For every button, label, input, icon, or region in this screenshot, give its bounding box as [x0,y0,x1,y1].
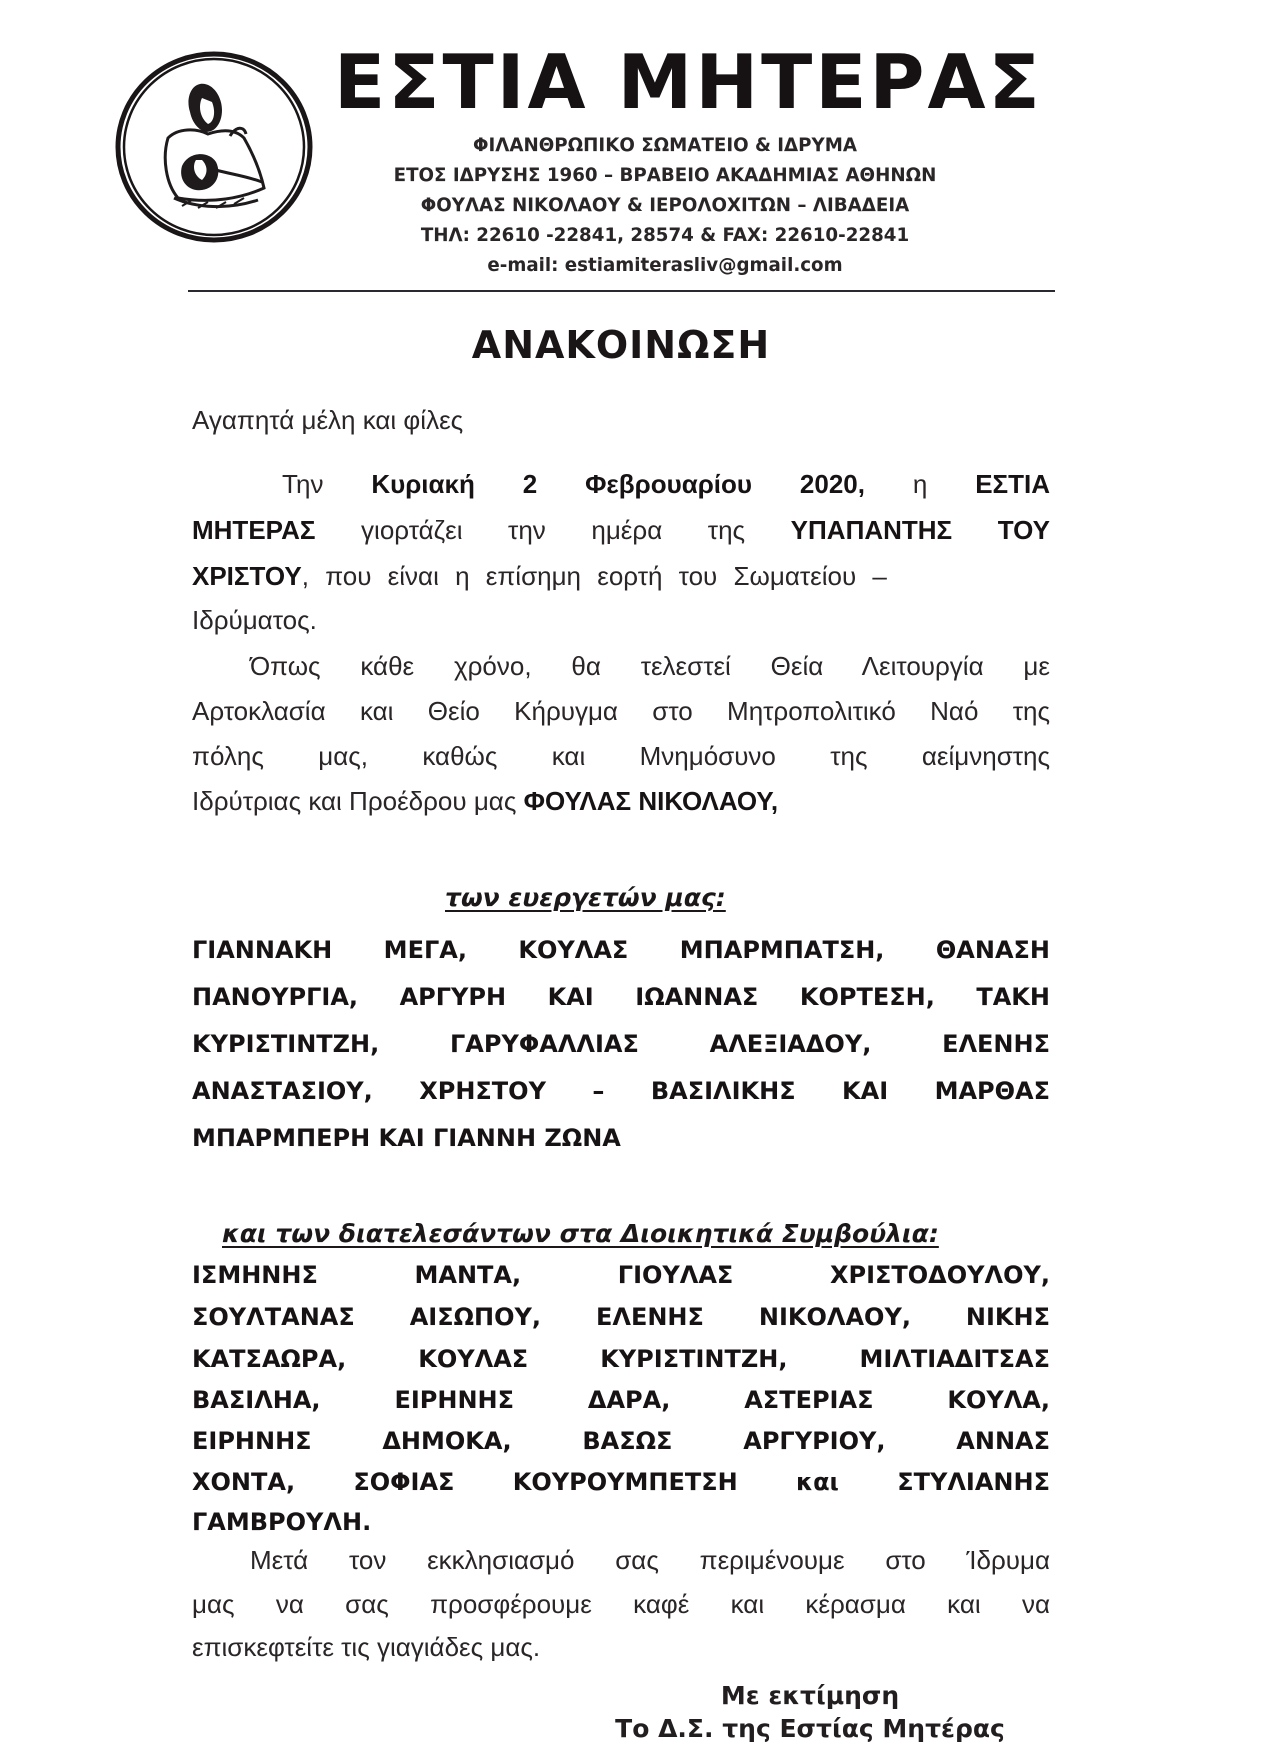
mother-and-child-seal-icon [112,48,316,246]
event-date: Κυριακή 2 Φεβρουαρίου 2020, [371,469,865,499]
board-names: ΣΤΥΛΙΑΝΗΣ [897,1468,1050,1496]
org-phone-line: ΤΗΛ: 22610 -22841, 28574 & FAX: 22610-22841 [420,224,910,246]
para2-line3: πόλης μας, καθώς και Μνημόσυνο της αείμνηστης [192,741,1050,771]
org-type-line: ΦΙΛΑΝΘΡΩΠΙΚΟ ΣΩΜΑΤΕΙΟ & ΙΔΡΥΜΑ [473,134,857,156]
para1-line3 [192,556,1050,596]
benefactors-line: ΜΠΑΡΜΠΕΡΗ ΚΑΙ ΓΙΑΝΝΗ ΖΩΝΑ [192,1124,621,1152]
para1-line4: Ιδρύματος. [192,605,317,635]
greeting: Αγαπητά μέλη και φίλες [192,405,464,435]
para2-text: Ιδρύτριας και Προέδρου μας [192,786,517,816]
org-address-line: ΦΟΥΛΑΣ ΝΙΚΟΛΑΟΥ & ΙΕΡΟΛΟΧΙΤΩΝ – ΛΙΒΑΔΕΙΑ [420,194,910,216]
para1-line1 [192,464,1050,504]
signoff: Με εκτίμηση [720,1681,900,1710]
para2-line4 [192,781,1050,821]
feast-name: ΥΠΑΠΑΝΤΗΣ ΤΟΥ [790,515,1050,545]
board-heading: και των διατελεσάντων στα Διοικητικά Συμβούλια: [222,1219,939,1248]
para1-text: Την [282,469,324,499]
board-line [192,1462,1050,1502]
closing-line1: Μετά τον εκκλησιασμό σας περιμένουμε στο Ίδρυμα [250,1545,1050,1575]
para1-text: , που είναι η επίσημη εορτή του Σωματείου – [301,561,887,591]
board-line: ΕΙΡΗΝΗΣ ΔΗΜΟΚΑ, ΒΑΣΩΣ ΑΡΓΥΡΙΟΥ, ΑΝΝΑΣ [192,1427,1050,1455]
organization-logo [112,48,316,246]
founder-name: ΦΟΥΛΑΣ ΝΙΚΟΛΑΟΥ, [523,786,779,816]
org-email-line: e-mail: estiamiterasliv@gmail.com [487,254,843,276]
org-name-bold: ΕΣΤΙΑ [975,469,1051,499]
organization-name: ΕΣΤΙΑ ΜΗΤΕΡΑΣ [334,38,1043,126]
para1-text: γιορτάζει την ημέρα της [361,515,746,545]
board-line: ΒΑΣΙΛΗΑ, ΕΙΡΗΝΗΣ ΔΑΡΑ, ΑΣΤΕΡΙΑΣ ΚΟΥΛΑ, [192,1386,1050,1414]
para2-line1: Όπως κάθε χρόνο, θα τελεστεί Θεία Λειτουργία με [250,651,1050,681]
signature: Το Δ.Σ. της Εστίας Μητέρας [615,1714,1005,1743]
board-line: ΓΑΜΒΡΟΥΛΗ. [192,1508,372,1536]
para2-line2: Αρτοκλασία και Θείο Κήρυγμα στο Μητροπολιτικό Ναό της [192,696,1050,726]
benefactors-line: ΚΥΡΙΣΤΙΝΤΖΗ, ΓΑΡΥΦΑΛΛΙΑΣ ΑΛΕΞΙΑΔΟΥ, ΕΛΕΝΗΣ [192,1030,1050,1058]
benefactors-heading: των ευεργετών μας: [445,883,726,912]
benefactors-line: ΠΑΝΟΥΡΓΙΑ, ΑΡΓΥΡΗ ΚΑΙ ΙΩΑΝΝΑΣ ΚΟΡΤΕΣΗ, ΤΑΚΗ [192,983,1050,1011]
para1-text: η [912,469,928,499]
board-names: ΧΟΝΤΑ, ΣΟΦΙΑΣ ΚΟΥΡΟΥΜΠΕΤΣΗ [192,1468,738,1496]
benefactors-line: ΑΝΑΣΤΑΣΙΟΥ, ΧΡΗΣΤΟΥ – ΒΑΣΙΛΙΚΗΣ ΚΑΙ ΜΑΡΘΑΣ [192,1077,1050,1105]
board-line: ΙΣΜΗΝΗΣ ΜΑΝΤΑ, ΓΙΟΥΛΑΣ ΧΡΙΣΤΟΔΟΥΛΟΥ, [192,1261,1050,1289]
header-divider [188,290,1055,292]
org-name-bold: ΜΗΤΕΡΑΣ [192,515,316,545]
feast-name: ΧΡΙΣΤΟΥ [192,561,302,591]
board-line: ΣΟΥΛΤΑΝΑΣ ΑΙΣΩΠΟΥ, ΕΛΕΝΗΣ ΝΙΚΟΛΑΟΥ, ΝΙΚΗΣ [192,1303,1050,1331]
closing-line3: επισκεφτείτε τις γιαγιάδες μας. [192,1632,541,1662]
board-conjunction: και [796,1468,839,1496]
org-founding-line: ΕΤΟΣ ΙΔΡΥΣΗΣ 1960 – ΒΡΑΒΕΙΟ ΑΚΑΔΗΜΙΑΣ ΑΘΗΝΩΝ [393,164,937,186]
benefactors-line: ΓΙΑΝΝΑΚΗ ΜΕΓΑ, ΚΟΥΛΑΣ ΜΠΑΡΜΠΑΤΣΗ, ΘΑΝΑΣΗ [192,936,1050,964]
notice-title: ΑΝΑΚΟΙΝΩΣΗ [471,323,771,367]
board-line: ΚΑΤΣΑΩΡΑ, ΚΟΥΛΑΣ ΚΥΡΙΣΤΙΝΤΖΗ, ΜΙΛΤΙΑΔΙΤΣΑΣ [192,1345,1050,1373]
para1-line2 [192,510,1050,550]
closing-line2: μας να σας προσφέρουμε καφέ και κέρασμα και να [192,1589,1050,1619]
